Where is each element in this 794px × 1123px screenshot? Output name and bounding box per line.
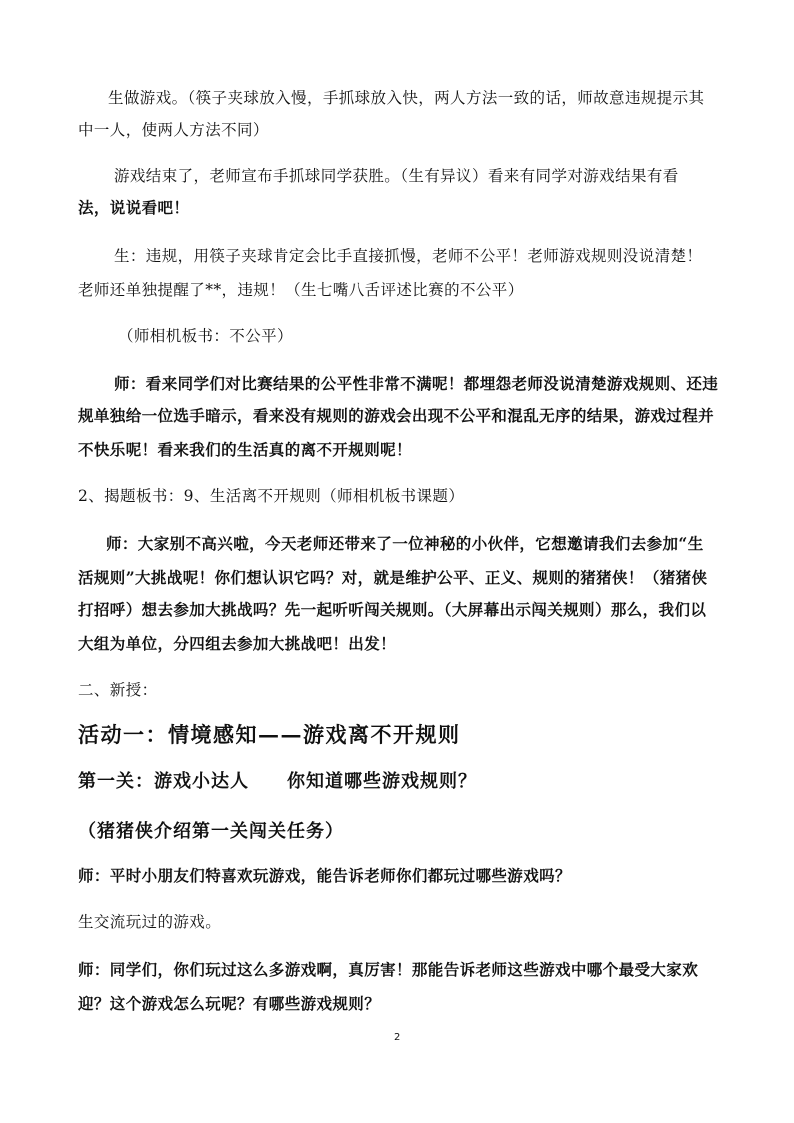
paragraph-7-line-1: 师：大家别不高兴啦，今天老师还带来了一位神秘的小伙伴，它想邀请我们去参加“生 [106, 534, 704, 553]
paragraph-1-line-2: 中一人，使两人方法不同） [78, 121, 269, 139]
paragraph-3-line-1: 生：违规，用筷子夹球肯定会比手直接抓慢，老师不公平！老师游戏规则没说清楚！ [114, 247, 703, 265]
page-number: 2 [394, 1032, 401, 1043]
teacher-question-1: 师：平时小朋友们特喜欢玩游戏，能告诉老师你们都玩过哪些游戏吗？ [78, 866, 571, 885]
teacher-question-2-line-1: 师：同学们，你们玩过这么多游戏啊，真厉害！那能告诉老师这些游戏中哪个最受大家欢 [78, 960, 699, 979]
paragraph-5-line-1: 师：看来同学们对比赛结果的公平性非常不满呢！都埋怨老师没说清楚游戏规则、还违 [114, 374, 719, 393]
paragraph-7-line-4: 大组为单位，分四组去参加大挑战吧！出发！ [78, 634, 397, 653]
paragraph-7-line-3: 打招呼）想去参加大挑战吗？先一起听听闯关规则。（大屏幕出示闯关规则）那么，我们以 [78, 600, 707, 619]
level-one-heading: 第一关：游戏小达人 你知道哪些游戏规则？ [78, 771, 477, 792]
paragraph-4-line-1: （师相机板书：不公平） [118, 327, 293, 345]
teacher-question-2-line-2: 迎？这个游戏怎么玩呢？有哪些游戏规则？ [78, 994, 381, 1013]
section-heading-new-lesson: 二、新授： [78, 681, 158, 699]
paragraph-7-line-2: 活规则”大挑战呢！你们想认识它吗？对，就是维护公平、正义、规则的猪猪侠！（猪猪侠 [78, 568, 708, 587]
student-exchange: 生交流玩过的游戏。 [78, 913, 222, 931]
paragraph-1-line-1: 生做游戏。（筷子夹球放入慢，手抓球放入快，两人方法一致的话，师故意违规提示其 [108, 89, 705, 107]
activity-heading: 活动一：情境感知——游戏离不开规则 [78, 722, 461, 747]
paragraph-6-line-1: 2、揭题板书：9、生活离不开规则（师相机板书课题） [78, 487, 465, 505]
paragraph-3-line-2: 老师还单独提醒了**，违规！（生七嘴八舌评述比赛的不公平） [78, 281, 524, 299]
paragraph-5-line-3: 不快乐呢！看来我们的生活真的离不开规则呢！ [78, 440, 412, 459]
paragraph-2-line-1: 游戏结束了，老师宣布手抓球同学获胜。（生有异议）看来有同学对游戏结果有看 [114, 167, 679, 185]
task-note: （猪猪侠介绍第一关闯关任务） [78, 821, 344, 842]
paragraph-5-line-2: 规单独给一位选手暗示，看来没有规则的游戏会出现不公平和混乱无序的结果，游戏过程并 [78, 406, 715, 425]
paragraph-2-line-2: 法，说说看吧！ [78, 198, 190, 217]
